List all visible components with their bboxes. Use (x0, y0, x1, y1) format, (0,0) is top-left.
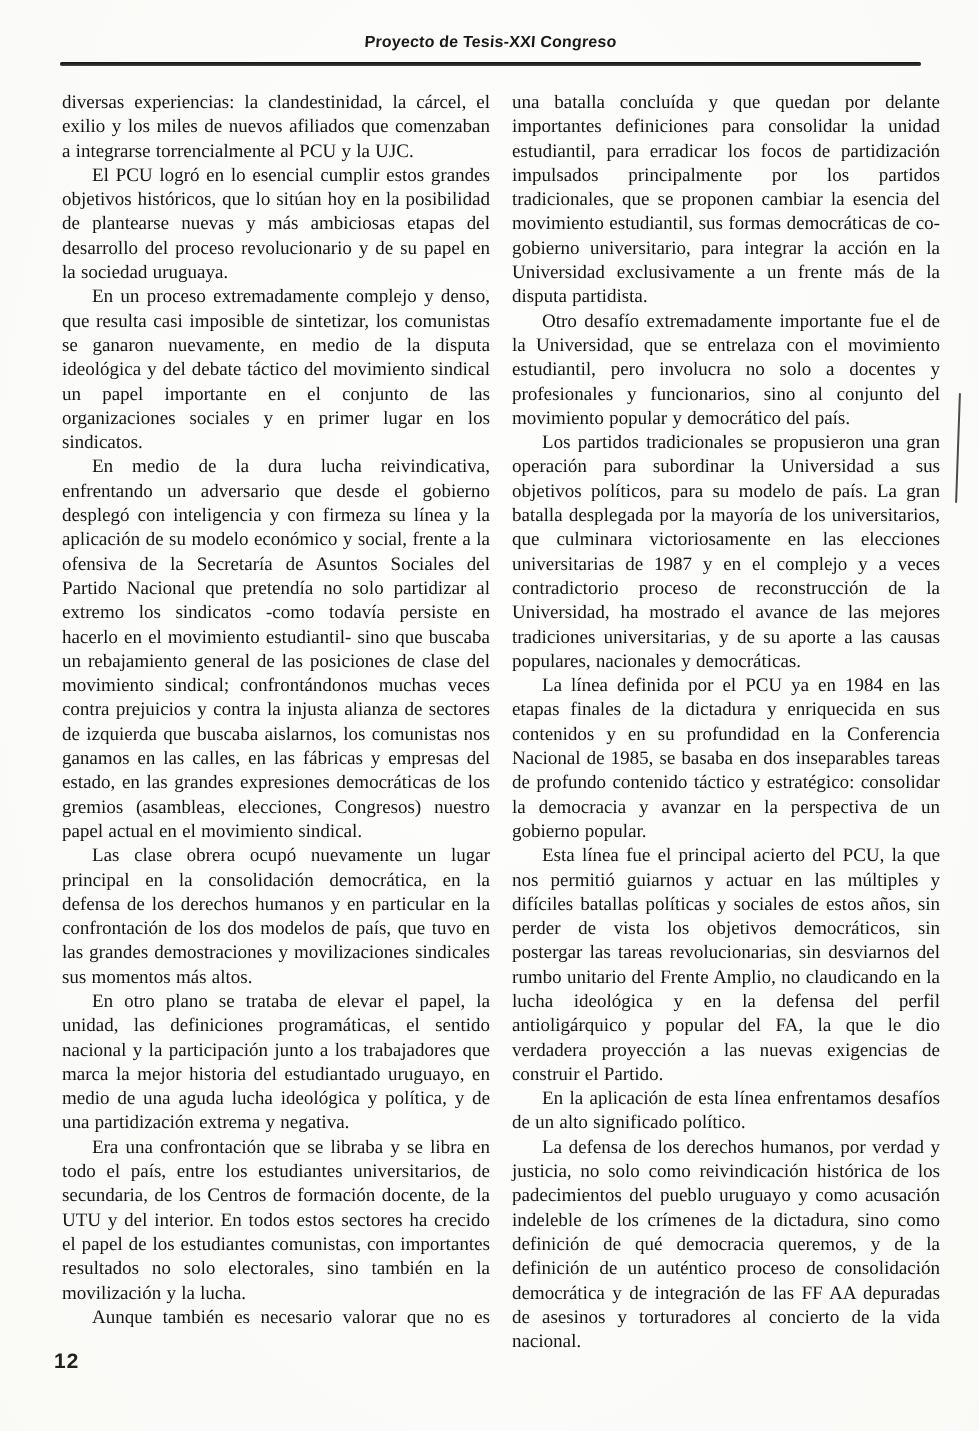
page-number: 12 (54, 1350, 80, 1373)
paragraph: La defensa de los derechos humanos, por verdad y justicia, no solo como reivindicación histórica de los padecimientos del pueblo uruguayo y como acusación indeleble de los crímenes de la dictadura, sino como definición de qué democracia queremos, y de la definición de un auténtico proceso de consolidación democrática y de integración de las FF AA depuradas de asesinos y torturadores al concierto de la vida nacional. (512, 1136, 940, 1353)
paragraph: diversas experiencias: la clandestinidad, la cárcel, el exilio y los miles de nuevos afiliados que comenzaban a integrarse torrencialmente al PCU y la UJC. (62, 92, 490, 162)
paragraph: La línea definida por el PCU ya en 1984 en las etapas finales de la dictadura y enriquecida en sus contenidos y en su profundidad en la Conferencia Nacional de 1985, se basaba en dos inseparables tareas de profundo contenido táctico y estratégico: consolidar la democracia y avanzar en la perspectiva de un gobierno popular. (512, 675, 940, 842)
paragraph: Las clase obrera ocupó nuevamente un lugar principal en la consolidación democrática, en la defensa de los derechos humanos y en particular en la confrontación de los dos modelos de país, que tuvo en las grandes demostraciones y movilizaciones sindicales sus momentos más altos. (62, 845, 490, 988)
right-column (512, 91, 940, 1354)
paragraph: El PCU logró en lo esencial cumplir estos grandes objetivos históricos, que lo sitúan hoy en la posibilidad de plantearse nuevas y más ambiciosas etapas del desarrollo del proceso revolucionario y de su papel en la sociedad uruguaya. (62, 164, 490, 284)
paragraph: Esta línea fue el principal acierto del PCU, la que nos permitió guiarnos y actuar en las múltiples y difíciles batallas políticas y sociales de estos años, sin perder de vista los objetivos democráticos, sin postergar las tareas revolucionarias, sin desviarnos del rumbo unitario del Frente Amplio, no claudicando en la lucha ideológica y en la defensa del perfil antioligárquico y popular del FA, la que le dio verdadera proyección a las nuevas exigencias de construir el Partido. (512, 845, 940, 1085)
scan-artifact-line (955, 393, 961, 503)
paragraph: En otro plano se trataba de elevar el papel, la unidad, las definiciones programáticas, el sentido nacional y la participación junto a los trabajadores que marca la mejor historia del estudiantado uruguayo, en medio de una aguda lucha ideológica y política, y de una partidización extrema y negativa. (62, 990, 490, 1134)
paragraph: En un proceso extremadamente complejo y denso, que resulta casi imposible de sintetizar, los comunistas se ganaron nuevamente, en medio de la disputa ideológica y del debate táctico del movimiento sindical un papel importante en el conjunto de las organizaciones sociales y en primer lugar en los sindicatos. (62, 286, 490, 454)
header-rule (60, 62, 921, 66)
paragraph: Aunque también es necesario valorar que no es (92, 1306, 490, 1328)
paragraph: Los partidos tradicionales se propusieron una gran operación para subordinar la Universidad a sus objetivos políticos, para su modelo de país. La gran batalla desplegada por la mayoría de los universitarios, que culminara victoriosamente en las elecciones universitarias de 1987 y en el complejo y a veces contradictorio proceso de reconstrucción de la Universidad, ha mostrado el avance de las mejores tradiciones universitarias, y de su aporte a las causas populares, nacionales y democráticas. (512, 432, 940, 672)
paragraph: una batalla concluída y que quedan por delante importantes definiciones para consolidar la unidad estudiantil, para erradicar los focos de partidización impulsados principalmente por los partidos tradicionales, que se proponen cambiar la esencia del movimiento estudiantil, sus formas democráticas de co-gobierno universitario, para integrar la acción en la Universidad exclusivamente a un frente más de la disputa partidista. (512, 92, 940, 308)
paragraph: Era una confrontación que se libraba y se libra en todo el país, entre los estudiantes universitarios, de secundaria, de los Centros de formación docente, de la UTU y del interior. En todos estos sectores ha crecido el papel de los estudiantes comunistas, con importantes resultados no solo electorales, sino también en la movilización y la lucha. (62, 1136, 490, 1304)
running-header: Proyecto de Tesis-XXI Congreso (363, 34, 618, 51)
paragraph: Otro desafío extremadamente importante fue el de la Universidad, que se entrelaza con el movimiento estudiantil, pero involucra no solo a docentes y profesionales y funcionarios, sino al conjunto del movimiento popular y democrático del país. (512, 310, 940, 429)
paragraph: En medio de la dura lucha reivindicativa, enfrentando un adversario que desde el gobierno desplegó con inteligencia y con firmeza su línea y la aplicación de su modelo económico y social, frente a la ofensiva de la Secretaría de Asuntos Sociales del Partido Nacional que pretendía no solo partidizar al extremo los sindicatos -como todavía persiste en hacerlo en el movimiento estudiantil- sino que buscaba un rebajamiento general de las posiciones de clase del movimiento sindical; confrontándonos muchas veces contra prejuicios y contra la injusta alianza de sectores de izquierda que buscaba aislarnos, los comunistas nos ganamos en las calles, en las fábricas y empresas del estado, en las grandes expresiones democráticas de los gremios (asambleas, elecciones, Congresos) nuestro papel actual en el movimiento sindical. (62, 456, 490, 842)
paragraph: En la aplicación de esta línea enfrentamos desafíos de un alto significado político. (512, 1088, 940, 1134)
text-columns (62, 91, 940, 1354)
left-column (62, 91, 490, 1354)
